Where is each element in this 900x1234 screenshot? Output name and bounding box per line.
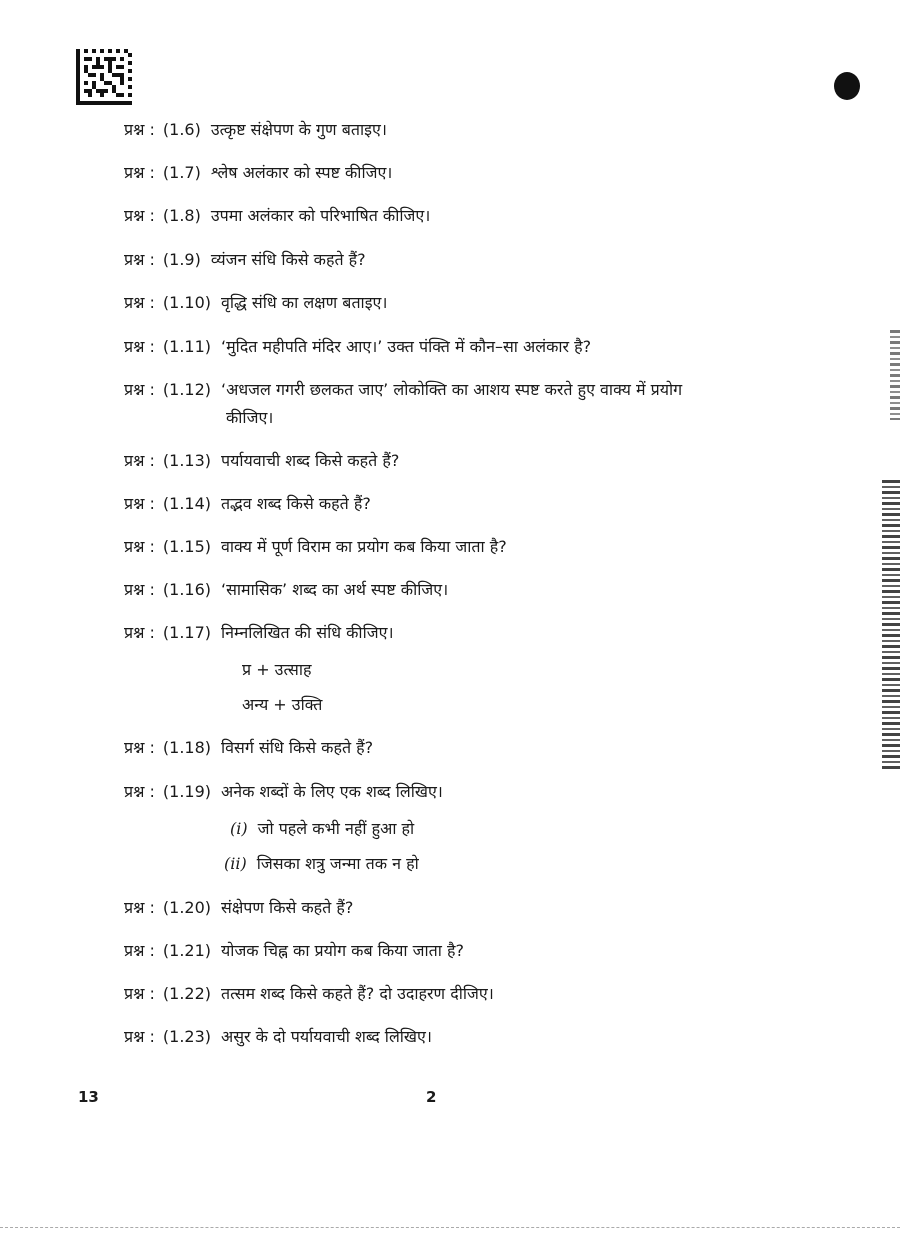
question-number: (1.22) <box>162 984 212 1003</box>
item-marker: (i) <box>230 819 248 838</box>
question-text: ‘मुदित महीपति मंदिर आए।’ उक्त पंक्ति में कौन–सा अलंकार है? <box>221 337 592 356</box>
question-1-10 <box>124 290 387 316</box>
question-label: प्रश्न : <box>124 1027 155 1046</box>
question-label: प्रश्न : <box>124 580 155 599</box>
question-1-22 <box>124 981 494 1007</box>
question-text: विसर्ग संधि किसे कहते हैं? <box>221 738 374 757</box>
question-1-13 <box>124 448 399 474</box>
question-1-18 <box>124 735 373 761</box>
paper-code: 13 <box>78 1088 99 1106</box>
question-label: प्रश्न : <box>124 623 155 642</box>
qr-code-icon <box>76 48 132 106</box>
question-label: प्रश्न : <box>124 380 155 399</box>
question-1-17 <box>124 620 394 646</box>
sandhi-item: अन्य + उक्ति <box>242 695 323 714</box>
question-number: (1.8) <box>162 206 201 225</box>
question-1-20 <box>124 895 353 921</box>
question-text: अनेक शब्दों के लिए एक शब्द लिखिए। <box>221 782 443 801</box>
question-text: असुर के दो पर्यायवाची शब्द लिखिए। <box>221 1027 432 1046</box>
question-1-12-continuation: कीजिए। <box>226 408 274 427</box>
question-text: वाक्य में पूर्ण विराम का प्रयोग कब किया जाता है? <box>221 537 507 556</box>
question-label: प्रश्न : <box>124 206 155 225</box>
question-text: उपमा अलंकार को परिभाषित कीजिए। <box>210 206 431 225</box>
question-label: प्रश्न : <box>124 537 155 556</box>
question-label: प्रश्न : <box>124 984 155 1003</box>
question-1-12 <box>124 377 682 403</box>
question-1-9 <box>124 247 366 273</box>
question-1-8 <box>124 203 430 229</box>
question-1-16 <box>124 577 448 603</box>
question-number: (1.15) <box>162 537 212 556</box>
scan-edge-artifact <box>890 330 900 420</box>
question-text: योजक चिह्न का प्रयोग कब किया जाता है? <box>221 941 464 960</box>
question-number: (1.18) <box>162 738 212 757</box>
question-text: उत्कृष्ट संक्षेपण के गुण बताइए। <box>210 120 387 139</box>
question-number: (1.9) <box>162 250 201 269</box>
question-number: (1.7) <box>162 163 201 182</box>
question-text: निम्नलिखित की संधि कीजिए। <box>221 623 394 642</box>
question-1-11 <box>124 334 591 360</box>
question-text: तत्सम शब्द किसे कहते हैं? दो उदाहरण दीजिए। <box>221 984 494 1003</box>
question-text: ‘सामासिक’ शब्द का अर्थ स्पष्ट कीजिए। <box>221 580 449 599</box>
one-word-item <box>230 816 414 842</box>
question-text: श्लेष अलंकार को स्पष्ट कीजिए। <box>210 163 393 182</box>
question-label: प्रश्न : <box>124 293 155 312</box>
question-number: (1.19) <box>162 782 212 801</box>
question-number: (1.17) <box>162 623 212 642</box>
question-label: प्रश्न : <box>124 250 155 269</box>
page-number: 2 <box>426 1088 437 1106</box>
question-number: (1.20) <box>162 898 212 917</box>
question-1-6 <box>124 117 387 143</box>
question-text: वृद्धि संधि का लक्षण बताइए। <box>221 293 388 312</box>
question-text: व्यंजन संधि किसे कहते हैं? <box>210 250 366 269</box>
question-label: प्रश्न : <box>124 451 155 470</box>
question-label: प्रश्न : <box>124 494 155 513</box>
question-number: (1.21) <box>162 941 212 960</box>
scan-edge-artifact <box>882 480 900 770</box>
question-text: ‘अधजल गगरी छलकत जाए’ लोकोक्ति का आशय स्पष्ट करते हुए वाक्य में प्रयोग <box>221 380 683 399</box>
question-1-7 <box>124 160 392 186</box>
question-1-15 <box>124 534 507 560</box>
question-label: प्रश्न : <box>124 120 155 139</box>
question-number: (1.10) <box>162 293 212 312</box>
sandhi-item: प्र + उत्साह <box>242 660 312 679</box>
question-1-14 <box>124 491 371 517</box>
question-label: प्रश्न : <box>124 337 155 356</box>
question-1-23 <box>124 1024 432 1050</box>
question-number: (1.14) <box>162 494 212 513</box>
question-label: प्रश्न : <box>124 941 155 960</box>
question-number: (1.13) <box>162 451 212 470</box>
question-text: तद्भव शब्द किसे कहते हैं? <box>221 494 371 513</box>
question-number: (1.6) <box>162 120 201 139</box>
question-label: प्रश्न : <box>124 782 155 801</box>
question-label: प्रश्न : <box>124 163 155 182</box>
punch-hole-mark <box>834 72 860 100</box>
question-1-21 <box>124 938 464 964</box>
question-number: (1.16) <box>162 580 212 599</box>
question-number: (1.11) <box>162 337 212 356</box>
one-word-item <box>224 851 419 877</box>
question-1-19 <box>124 779 443 805</box>
question-label: प्रश्न : <box>124 738 155 757</box>
question-text: पर्यायवाची शब्द किसे कहते हैं? <box>221 451 400 470</box>
question-text: संक्षेपण किसे कहते हैं? <box>221 898 354 917</box>
scan-bottom-edge <box>0 1227 900 1234</box>
item-marker: (ii) <box>224 854 247 873</box>
question-number: (1.12) <box>162 380 212 399</box>
question-number: (1.23) <box>162 1027 212 1046</box>
item-text: जो पहले कभी नहीं हुआ हो <box>257 819 415 838</box>
item-text: जिसका शत्रु जन्मा तक न हो <box>256 854 419 873</box>
question-label: प्रश्न : <box>124 898 155 917</box>
